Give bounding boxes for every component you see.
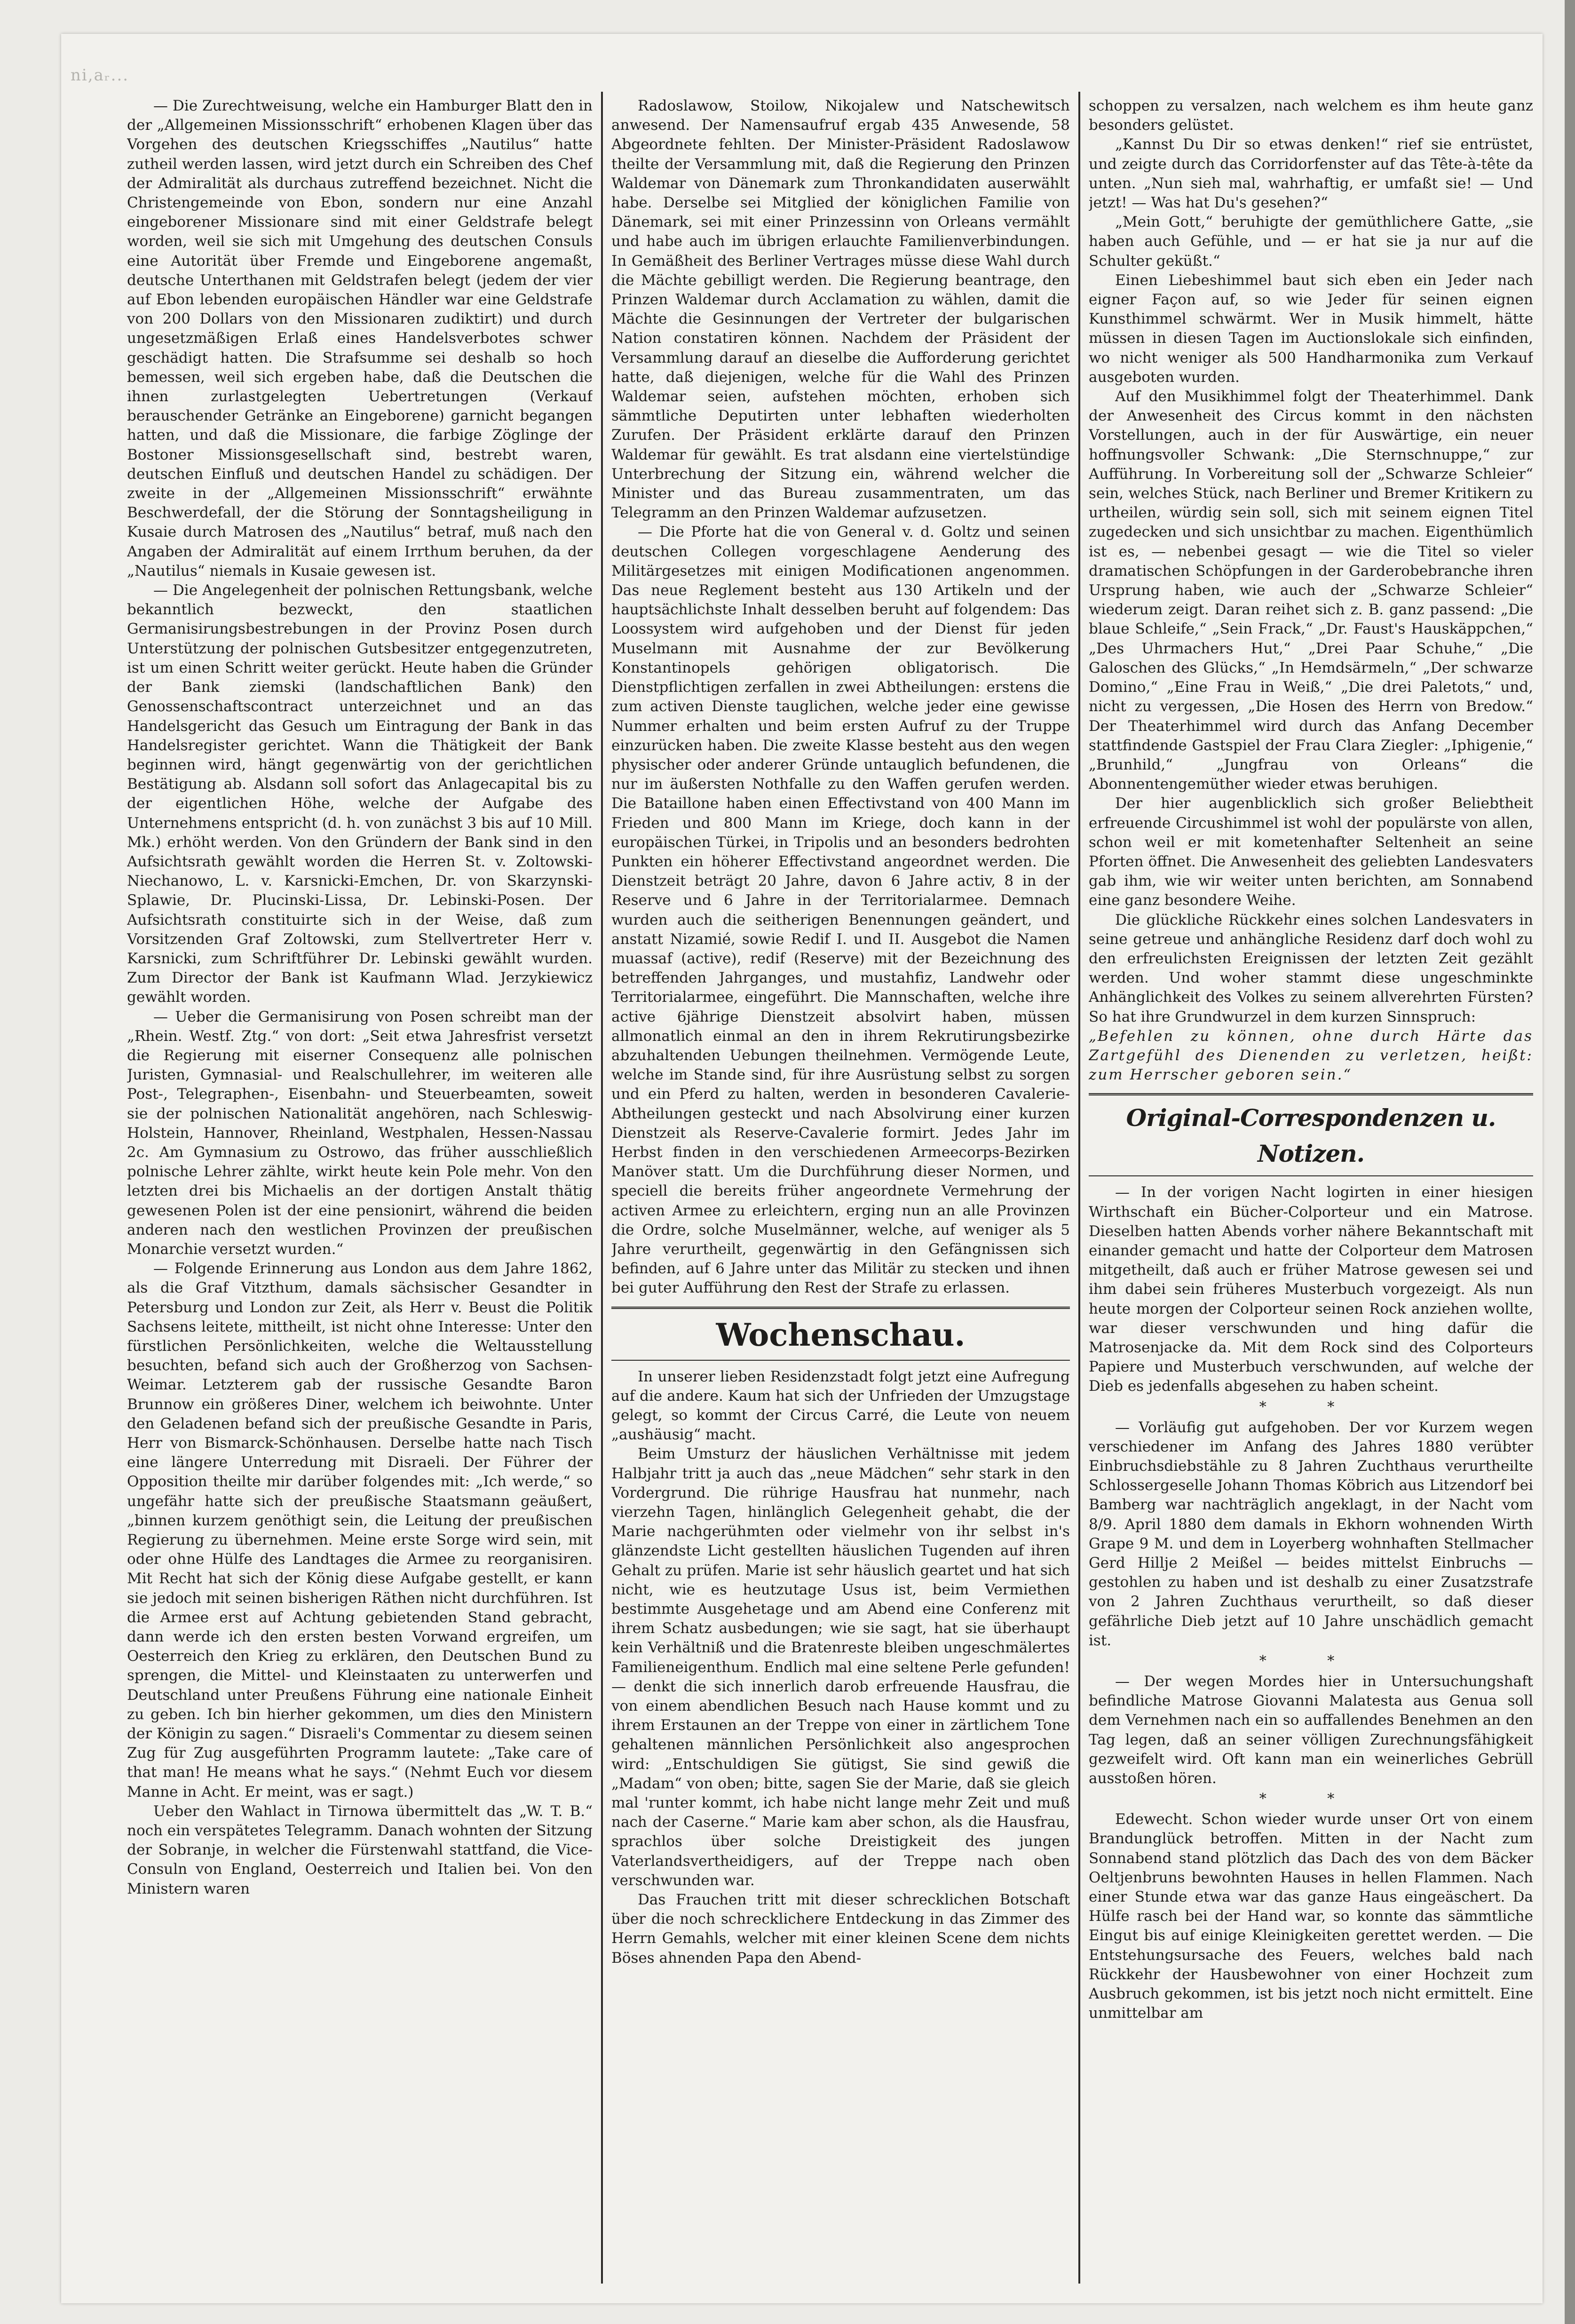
article-tirnowa: Ueber den Wahlact in Tirnowa übermittelt das „W. T. B.“ noch ein verspätetes Telegramm. Danach wohnten der Sitzung der Sobranje, in welcher die Fürstenwahl stattfand, die Vice-Consuln von England, Oesterreich und Italien bei. Von den Ministern waren: [127, 1802, 593, 1897]
wochenschau-dialogue-2: „Mein Gott,“ beruhigte der gemüthlichere Gatte, „sie haben auch Gefühle, und — er hat sie ja nur auf die Schulter geküßt.“: [1089, 214, 1533, 270]
article-rettungsbank: — Die Angelegenheit der polnischen Rettungsbank, welche bekanntlich bezweckt, den staatlichen Germanisirungsbestrebungen in der Provinz Posen durch Unterstützung der polnischen Gutsbesitzer entgegenzutreten, ist um einen Schritt weiter gerückt. Heute haben die Gründer der Bank ziemski (landschaftlichen Bank) den Genossenschaftscontract unterzeichnet und an das Handelsgericht das Gesuch um Eintragung der Bank in das Handelsregister gerichtet. Wann die Thätigkeit der Bank beginnen wird, hängt gegenwärtig von der gerichtlichen Bestätigung ab. Alsdann soll sofort das Anlagecapital bis zu der eigentlichen Höhe, welche der Aufgabe des Unternehmens entspricht (d. h. von zunächst 3 bis auf 10 Mill. Mk.) erhöht werden. Von den Gründern der Bank sind in den Aufsichtsrath gewählt worden die Herren St. v. Zoltowski-Niechanowo, L. v. Karsnicki-Emchen, Dr. von Skarzynski-Splawie, Dr. Plucinski-Lissa, Dr. Lebinski-Posen. Der Aufsichtsrath constituirte sich in der Weise, daß zum Vorsitzenden Graf Zoltowski, zum Stellvertreter Herr v. Karsnicki, zum Schriftführer Dr. Lebinski gewählt wurden. Zum Director der Bank ist Kaufmann Wlad. Jerzykiewicz gewählt worden.: [127, 582, 593, 1006]
article-tirnowa-cont: Radoslawow, Stoilow, Nikojalew und Natschewitsch anwesend. Der Namensaufruf ergab 435 Anwesende, 58 Abgeordnete fehlten. Der Minister-Präsident Radoslawow theilte der Versammlung mit, daß die Regierung den Prinzen Waldemar von Dänemark zum Thronkandidaten auserwählt habe. Derselbe sei Mitglied der königlichen Familie von Dänemark, sei mit einer Prinzessinn von Orleans vermählt und habe auch im übrigen erlauchte Familienverbindungen. In Gemäßheit des Berliner Vertrages müsse diese Wahl durch die Mächte gebilligt werden. Die Regierung beantrage, den Prinzen Waldemar durch Acclamation zu wählen, damit die Mächte die Gesinnungen der Vertreter der bulgarischen Nation constatiren können. Nachdem der Präsident der Versammlung darauf an dieselbe die Aufforderung gerichtet hatte, daß diejenigen, welche für die Wahl des Prinzen Waldemar seien, aufstehen möchten, erhoben sich sämmtliche Deputirten unter lebhaften wiederholten Zurufen. Der Präsident erklärte darauf den Prinzen Waldemar für gewählt. Es trat alsdann eine viertelstündige Unterbrechung der Sitzung ein, während welcher die Minister und das Bureau zusammentraten, um das Telegramm an den Prinzen Waldemar aufzusetzen.: [611, 97, 1070, 522]
article-pforte: — Die Pforte hat die von General v. d. Goltz und seinen deutschen Collegen vorgeschlagene Aenderung des Militärgesetzes mit einigen Modificationen angenommen. Das neue Reglement besteht aus 130 Artikeln und der hauptsächlichste Inhalt desselben beruht auf folgendem: Das Loossystem wird aufgehoben und der Dienst für jeden Muselmann mit Ausnahme der zur Bevölkerung Konstantinopels gehörigen obligatorisch. Die Dienstpflichtigen zerfallen in zwei Abtheilungen: erstens die zum activen Dienste tauglichen, welche jeder eine gewisse Nummer erhalten und beim ersten Aufruf zu der Truppe einzurücken haben. Die zweite Klasse besteht aus den wegen physischer oder anderer Gründe untauglich befundenen, die nur im äußersten Nothfalle zu den Waffen gerufen werden. Die Bataillone haben einen Effectivstand von 400 Mann im Frieden und 800 Mann im Kriege, doch kann in der europäischen Türkei, in Tripolis und an besonders bedrohten Punkten ein höherer Effectivstand angeordnet werden. Die Dienstzeit beträgt 20 Jahre, davon 6 Jahre activ, 8 in der Reserve und 6 Jahre in der Territorialarmee. Demnach wurden auch die seitherigen Benennungen geändert, und anstatt Nizamié, sowie Redif I. und II. Ausgebot die Namen muassaf (active), redif (Reserve) mit der Bezeichnung des betreffenden Jahrganges, und mustahfiz, Landwehr oder Territorialarmee, eingeführt. Die Mannschaften, welche ihre active 6jährige Dienstzeit absolvirt haben, müssen allmonatlich einmal an den in ihrem Rekrutirungsbezirke abzuhaltenden Uebungen theilnehmen. Vermögende Leute, welche im Stande sind, für ihre Ausrüstung selbst zu sorgen und ein Pferd zu halten, werden in besonderen Cavalerie-Abtheilungen gesteckt und nach Absolvirung einer kurzen Dienstzeit als Reserve-Cavalerie formirt. Jedes Jahr im Herbst finden in den verschiedenen Armeecorps-Bezirken Manöver statt. Um die Durchführung dieser Normen, und speciell die bereits früher angeordnete Vermehrung der activen Armee zu erleichtern, erging nun an alle Provinzen die Ordre, solche Muselmänner, welche, auf weniger als 5 Jahre verurtheilt, gegenwärtig in den Gefängnissen sich befinden, auf 6 Jahre unter das Militär zu stecken und ihnen bei guter Aufführung den Rest der Strafe zu erlassen.: [611, 523, 1070, 1297]
article-missionsschrift: — Die Zurechtweisung, welche ein Hamburger Blatt den in der „Allgemeinen Missionsschrift“ erhobenen Klagen über das Vorgehen des deutschen Kriegsschiffes „Nautilus“ hatte zutheil werden lassen, wird jetzt durch ein Schreiben des Chef der Admiralität als durchaus zutreffend bezeichnet. Nicht die Christengemeinde von Ebon, sondern nur eine Anzahl eingeborener Missionare sind mit einer Geldstrafe belegt worden, weil sie sich mit Umgehung des deutschen Consuls eine Autorität über Fremde und Eingeborene angemaßt, deutsche Unterthanen mit Geldstrafen belegt (jedem der vier auf Ebon lebenden europäischen Händler war eine Geldstrafe von 200 Dollars von den Missionaren zudiktirt) und durch ungesetzmäßigen Erlaß eines Handelsverbotes schwer geschädigt hatten. Die Strafsumme sei deshalb so hoch bemessen, weil sich ergeben habe, daß die Deutschen die ihnen zurlastgelegten Uebertretungen (Verkauf berauschender Getränke an Eingeborene) garnicht begangen hatten, und daß die Missionare, die farbige Zöglinge der Bostoner Missionsgesellschaft sind, bestrebt waren, deutschen Einfluß und deutschen Handel zu schädigen. Der zweite in der „Allgemeinen Missionsschrift“ erwähnte Beschwerdefall, der die Störung der Sonntagsheiligung in Kusaie durch Matrosen des „Nautilus“ betraf, muß nach den Angaben der Admiralität auf einem Irrthum beruhen, da der „Nautilus“ niemals in Kusaie gewesen ist.: [127, 97, 593, 579]
column-1: [127, 96, 593, 2279]
article-london: — Folgende Erinnerung aus London aus dem Jahre 1862, als die Graf Vitzthum, damals sächsischer Gesandter in Petersburg und London zur Zeit, als Herr v. Beust die Politik Sachsens leitete, mittheilt, ist nicht ohne Interesse: Unter den fürstlichen Persönlichkeiten, welche die Weltausstellung besuchten, befand sich auch der Großherzog von Sachsen-Weimar. Letzterem gab der russische Gesandte Baron Brunnow ein größeres Diner, welchem ich beiwohnte. Unter den Geladenen befand sich der preußische Gesandte in Paris, Herr von Bismarck-Schönhausen. Derselbe hatte nach Tisch eine längere Unterredung mit Disraeli. Der Führer der Opposition theilte mir darüber folgendes mit: „Ich werde,“ so ungefähr hatte sich der preußische Staatsmann geäußert, „binnen kurzem genöthigt sein, die Leitung der preußischen Regierung zu übernehmen. Meine erste Sorge wird sein, mit oder ohne Hülfe des Landtages die Armee zu reorganisiren. Mit Recht hat sich der König diese Aufgabe gestellt, er kann sie jedoch mit seinen bisherigen Räthen nicht durchführen. Ist die Armee erst auf Achtung gebietenden Stand gebracht, dann werde ich den ersten besten Vorwand ergreifen, um Oesterreich den Krieg zu erklären, den Deutschen Bund zu sprengen, die Mittel- und Kleinstaaten zu unterwerfen und Deutschland unter Preußens Führung eine nationale Einheit zu geben. Ich bin hierher gekommen, um dies den Ministern der Königin zu sagen.“ Disraeli's Commentar zu diesem seinen Zug für Zug ausgeführten Programm lautete: „Take care of that man! He means what he says.“ (Nehmt Euch vor diesem Manne in Acht. Er meint, was er sagt.): [127, 1260, 593, 1801]
motto-quote: „Befehlen zu können, ohne durch Härte das Zartgefühl des Dienenden zu verletzen, heißt: zum Herrscher geboren sein.“: [1089, 1027, 1533, 1084]
notiz-edewecht: Edewecht. Schon wieder wurde unser Ort von einem Brandunglück betroffen. Mitten in der Nacht zum Sonnabend stand plötzlich das Dach des von dem Bäcker Oeltjenbruns bewohnten Hauses in hellen Flammen. Nach einer Stunde etwa war das ganze Haus eingeäschert. Da Hülfe rasch bei der Hand war, so konnte das sämmtliche Eingut bis auf einige Kleinigkeiten gerettet werden. — Die Entstehungsursache des Feuers, welches bald nach Rückkehr der Hausbewohner von einer Hochzeit zum Ausbruch gekommen, ist bis jetzt noch nicht ermittelt. Eine unmittelbar am: [1089, 1811, 1533, 2022]
page-header-fragment: ni,aᵣ...: [71, 66, 129, 85]
wochenschau-dialogue-1: „Kannst Du Dir so etwas denken!“ rief sie entrüstet, und zeigte durch das Corridorfenster auf das Tête-à-tête da unten. „Nun sieh mal, wahrhaftig, er umfaßt sie! — Und jetzt! — Was hat Du's gesehen?“: [1089, 136, 1533, 212]
wochenschau-cont: schoppen zu versalzen, nach welchem es ihm heute ganz besonders gelüstet.: [1089, 97, 1533, 134]
scan-edge: [1565, 0, 1575, 2324]
wochenschau-p1: In unserer lieben Residenzstadt folgt jetzt eine Aufregung auf die andere. Kaum hat sich der Unfrieden der Umzugstage gelegt, so kommt der Circus Carré, die Leute von neuem „aushäusig“ macht.: [611, 1368, 1070, 1444]
wochenschau-circus: Der hier augenblicklich sich großer Beliebtheit erfreuende Circushimmel ist wohl der populärste von allen, schon weil er mit kometenhafter Seltenheit an seine Pforten öffnet. Die Anwesenheit des geliebten Landesvaters gab ihm, wie wir weiter unten berichten, am Sonnabend eine ganz besondere Weihe.: [1089, 795, 1533, 909]
notiz-colporteur: — In der vorigen Nacht logirten in einer hiesigen Wirthschaft ein Bücher-Colporteur und ein Matrose. Dieselben hatten Abends vorher nähere Bekanntschaft mit einander gemacht und hatte der Colporteur dem Matrosen mitgetheilt, daß auch er früher Matrose gewesen sei und ihm dabei sein früheres Musterbuch vorgezeigt. Als nun heute morgen der Colporteur seinen Rock anziehen wollte, war dieser verschwunden und hing dafür die Matrosenjacke da. Mit dem Rock sind des Colporteurs Papiere und Musterbuch verschwunden, auf welche der Dieb es jedenfalls abgesehen zu haben scheint.: [1089, 1184, 1533, 1395]
section-title-wochenschau: Wochenschau.: [611, 1307, 1070, 1361]
article-posen: — Ueber die Germanisirung von Posen schreibt man der „Rhein. Westf. Ztg.“ von dort: „Seit etwa Jahresfrist versetzt die Regierung mit eiserner Consequenz alle polnischen Juristen, Gymnasial- und Realschullehrer, im weiteren alle Post-, Telegraphen-, Eisenbahn- und Steuerbeamten, soweit sie der polnischen Nationalität angehören, nach Schleswig-Holstein, Hannover, Rheinland, Westphalen, Hessen-Nassau 2c. Am Gymnasium zu Ostrowo, das früher ausschließlich polnische Lehrer zählte, wirkt heute kein Pole mehr. Von den letzten drei bis Michaelis an der dortigen Anstalt thätig gewesenen Polen ist der eine pensionirt, während die beiden anderen nach den westlichen Provinzen der preußischen Monarchie versetzt wurden.“: [127, 1008, 593, 1258]
separator-stars: * *: [1259, 1791, 1363, 1808]
wochenschau-theater: Auf den Musikhimmel folgt der Theaterhimmel. Dank der Anwesenheit des Circus kommt in den nächsten Vorstellungen, auch in der für Auswärtige, ein neuer hoffnungsvoller Schwank: „Die Sternschnuppe,“ zur Aufführung. In Vorbereitung soll der „Schwarze Schleier“ sein, welches Stück, nach Berliner und Bremer Kritikern zu urtheilen, würdig sein soll, sich mit seinem eignen Titel zugedecken und sich unsichtbar zu machen. Eigenthümlich ist es, — nebenbei gesagt — wie die Titel so vieler dramatischen Schöpfungen in der Garderobebranche ihren Ursprung haben, wie auch der „Schwarze Schleier“ wiederum zeigt. Daran reihet sich z. B. ganz passend: „Die blaue Schleife,“ „Sein Frack,“ „Dr. Faust's Hauskäppchen,“ „Des Uhrmachers Hut,“ „Drei Paar Schuhe,“ „Die Galoschen des Glücks,“ „In Hemdsärmeln,“ „Der schwarze Domino,“ „Eine Frau in Weiß,“ „Die drei Paletots,“ und, nicht zu vergessen, „Die Hosen des Herrn von Bredow.“ Der Theaterhimmel wird durch das Anfang December stattfindende Gastspiel der Frau Clara Ziegler: „Iphigenie,“ „Brunhild,“ „Jungfrau von Orleans“ die Abonnentengemüther wieder etwas beruhigen.: [1089, 388, 1533, 793]
separator-stars: * *: [1259, 1653, 1363, 1670]
separator-stars: * *: [1259, 1398, 1363, 1415]
wochenschau-landesvater: Die glückliche Rückkehr eines solchen Landesvaters in seine getreue und anhängliche Residenz darf doch wohl zu den erfreulichsten Ereignissen der letzten Zeit gezählt werden. Und woher stammt diese ungeschminkte Anhänglichkeit des Volkes zu seinem allverehrten Fürsten? So hat ihre Grundwurzel in dem kurzen Sinnspruch:: [1089, 911, 1533, 1025]
section-title-original: Original-Correspondenzen u. Notizen.: [1089, 1093, 1533, 1176]
wochenschau-p2: Beim Umsturz der häuslichen Verhältnisse mit jedem Halbjahr tritt ja auch das „neue Mädchen“ sehr stark in den Vordergrund. Die rührige Hausfrau hat nunmehr, nach vierzehn Tagen, hinlänglich Gelegenheit gehabt, die der Marie nachgerühmten oder vielmehr von ihr selbst in's glänzendste Licht gestellten häuslichen Tugenden auf ihren Gehalt zu prüfen. Marie ist sehr häuslich geartet und hat sich nicht, wie es heutzutage Usus ist, beim Vermiethen bestimmte Ausgehetage und am Abend eine Conferenz mit ihrem Schatz ausbedungen; wie sie sagt, hat sie überhaupt kein Verhältniß und die Bratenreste bleiben ungeschmälertes Familieneigenthum. Endlich mal eine seltene Perle gefunden! — denkt die sich innerlich darob erfreuende Hausfrau, die von einem abendlichen Besuch nach Hause kommt und zu ihrem Erstaunen an der Treppe von einer in zärtlichem Tone gehaltenen männlichen Persönlichkeit also angesprochen wird: „Entschuldigen Sie gütigst, Sie sind gewiß die „Madam“ von oben; bitte, sagen Sie der Marie, daß sie gleich mal 'runter kommt, ich habe nicht lange mehr Zeit und muß nach der Caserne.“ Marie kam aber schon, als die Hausfrau, sprachlos über solche Dreistigkeit des jungen Vaterlandsvertheidigers, auf der Treppe nach oben verschwunden war.: [611, 1445, 1070, 1889]
notiz-mordes: — Der wegen Mordes hier in Untersuchungshaft befindliche Matrose Giovanni Malatesta aus Genua soll dem Vernehmen nach ein so auffallendes Benehmen an den Tag legen, daß an seiner völligen Zurechnungsfähigkeit gezweifelt wird. Oft kann man ein weinerliches Gebrüll ausstoßen hören.: [1089, 1673, 1533, 1787]
column-3: [1089, 96, 1533, 2279]
column-rule-2: [1078, 92, 1080, 2284]
wochenschau-musik: Einen Liebeshimmel baut sich eben ein Jeder nach eigner Façon auf, so wie Jeder für seinen eignen Kunsthimmel schwärmt. Wer in Musik himmelt, hätte müssen in diesen Tagen im Auctionslokale sich einfinden, wo nicht weniger als 500 Handharmonika zum Verkauf ausgeboten wurden.: [1089, 271, 1533, 386]
notiz-vorlaeufig: — Vorläufig gut aufgehoben. Der vor Kurzem wegen verschiedener im Anfang des Jahres 1880 verübter Einbruchsdiebstähle zu 8 Jahren Zuchthaus verurtheilte Schlossergeselle Johann Thomas Köbrich aus Litzendorf bei Bamberg war nachträglich angeklagt, in der Nacht vom 8/9. April 1880 dem damals in Ekhorn wohnenden Wirth Grape 9 M. und dem in Loyerberg wohnhaften Stellmacher Gerd Hillje 2 Meißel — beides mittelst Einbruchs — gestohlen zu haben und ist deshalb zu einer Zusatzstrafe von 2 Jahren Zuchthaus verurtheilt, so daß dieser gefährliche Dieb jetzt auf 10 Jahre unschädlich gemacht ist.: [1089, 1419, 1533, 1649]
column-2: [611, 96, 1070, 2279]
wochenschau-p3: Das Frauchen tritt mit dieser schrecklichen Botschaft über die noch schrecklichere Entdeckung in das Zimmer des Herrn Gemahls, welcher mit einer kleinen Scene dem nichts Böses ahnenden Papa den Abend-: [611, 1891, 1070, 1967]
column-rule-1: [601, 92, 603, 2284]
